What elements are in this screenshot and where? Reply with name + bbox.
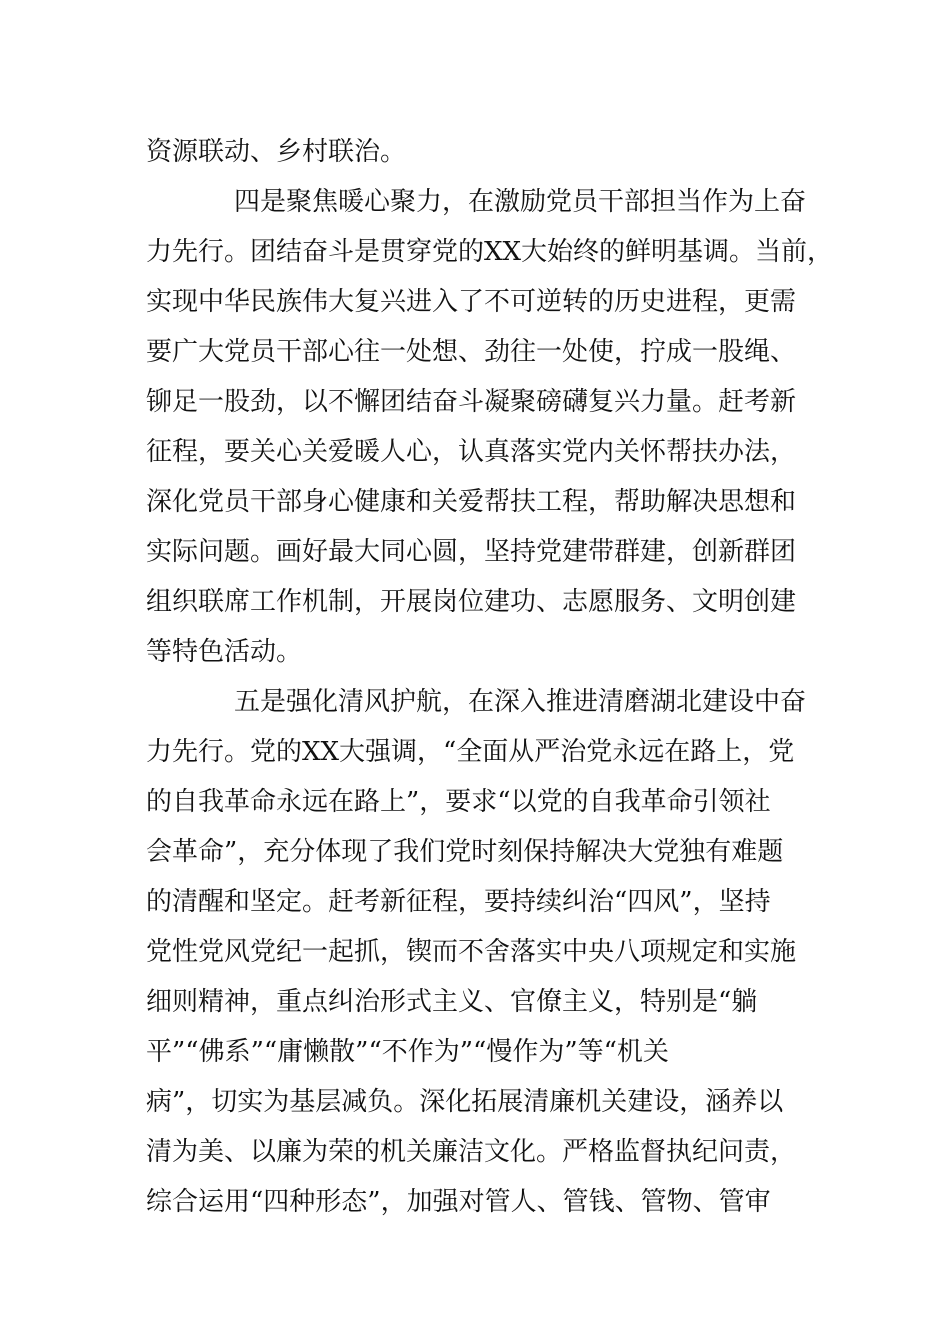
text-line: 实现中华民族伟大复兴进入了不可逆转的历史进程，更需 <box>146 287 797 317</box>
text-line: 细则精神，重点纠治形式主义、官僚主义，特别是“躺 <box>146 987 758 1017</box>
text-line: 党性党风党纪一起抓，锲而不舍落实中央八项规定和实施 <box>146 937 797 967</box>
text-line: 深化党员干部身心健康和关爱帮扶工程，帮助解决思想和 <box>146 487 797 517</box>
text-line: 要广大党员干部心往一处想、劲往一处使，拧成一股绳、 <box>146 337 797 367</box>
text-line: 平”“佛系”“庸懒散”“不作为”“慢作为”等“机关 <box>146 1037 669 1067</box>
text-line: 的清醒和坚定。赶考新征程，要持续纠治“四风”，坚持 <box>146 887 771 917</box>
text-line: 综合运用“四种形态”，加强对管人、管钱、管物、管审 <box>146 1187 771 1217</box>
paragraph-5-first-line: 五是强化清风护航，在深入推进清磨湖北建设中奋 <box>234 687 807 717</box>
text-line: 病”，切实为基层减负。深化拓展清廉机关建设，涵养以 <box>146 1087 784 1117</box>
text-line: 清为美、以廉为荣的机关廉洁文化。严格监督执纪问责， <box>146 1137 797 1167</box>
text-line: 力先行。党的XX大强调，“全面从严治党永远在路上，党 <box>146 737 795 767</box>
text-line: 等特色活动。 <box>146 637 303 667</box>
text-line: 实际问题。画好最大同心圆，坚持党建带群建，创新群团 <box>146 537 797 567</box>
text-line: 征程，要关心关爱暖人心，认真落实党内关怀帮扶办法， <box>146 437 797 467</box>
text-line: 铆足一股劲，以不懈团结奋斗凝聚磅礴复兴力量。赶考新 <box>146 387 797 417</box>
text-line: 力先行。团结奋斗是贯穿党的XX大始终的鲜明基调。当前， <box>146 237 834 267</box>
text-line: 的自我革命永远在路上”，要求“以党的自我革命引领社 <box>146 787 771 817</box>
text-line: 会革命”，充分体现了我们党时刻保持解决大党独有难题 <box>146 837 784 867</box>
text-line: 组织联席工作机制，开展岗位建功、志愿服务、文明创建 <box>146 587 797 617</box>
text-line: 资源联动、乡村联治。 <box>146 137 407 167</box>
paragraph-4-first-line: 四是聚焦暖心聚力，在激励党员干部担当作为上奋 <box>234 187 807 217</box>
